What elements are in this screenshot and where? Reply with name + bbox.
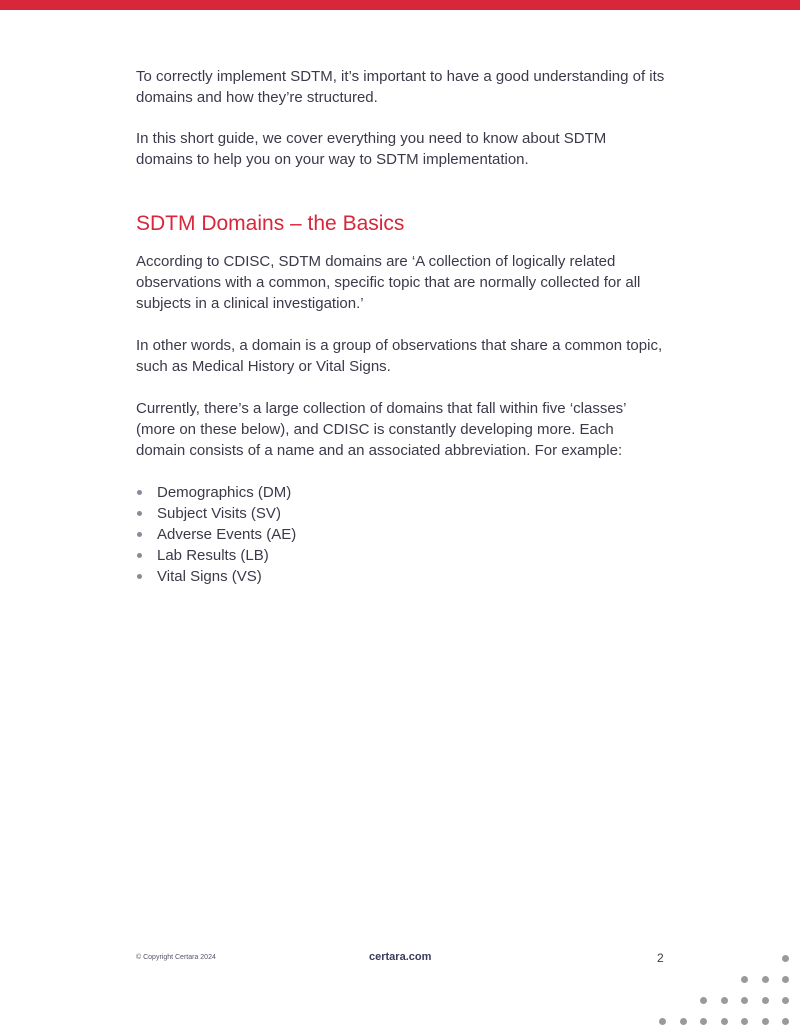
- list-item: [136, 482, 666, 503]
- section-paragraph-3: Currently, there’s a large collection of domains that fall within five ‘classes’ (more on these below), and CDISC is constantly developing more. Each domain consists of a name and an associated abbreviation. For example:: [136, 400, 626, 459]
- dot-icon: [721, 1018, 728, 1025]
- dot-icon: [721, 997, 728, 1004]
- list-item: [136, 524, 666, 545]
- bullet-icon: [137, 490, 142, 495]
- page-number: 2: [657, 951, 664, 965]
- list-item-label: Demographics (DM): [157, 484, 292, 501]
- dot-icon: [762, 997, 769, 1004]
- footer-copyright: © Copyright Certara 2024: [136, 954, 216, 961]
- list-item: [136, 503, 666, 524]
- dot-icon: [700, 997, 707, 1004]
- dot-icon: [762, 1018, 769, 1025]
- dot-icon: [680, 1018, 687, 1025]
- page-content: [136, 66, 666, 587]
- dot-icon: [741, 1018, 748, 1025]
- dot-icon: [659, 1018, 666, 1025]
- dot-icon: [700, 1018, 707, 1025]
- list-item: [136, 566, 666, 587]
- dot-icon: [782, 1018, 789, 1025]
- dot-icon: [782, 976, 789, 983]
- decorative-dot-pattern: [640, 940, 800, 1035]
- dot-icon: [762, 976, 769, 983]
- list-item-label: Lab Results (LB): [157, 547, 269, 564]
- list-item: [136, 545, 666, 566]
- dot-icon: [741, 997, 748, 1004]
- intro-paragraph-1: To correctly implement SDTM, it’s important to have a good understanding of its domains and how they’re structured.: [136, 68, 665, 106]
- footer-website-link[interactable]: certara.com: [369, 951, 432, 963]
- bullet-icon: [137, 574, 142, 579]
- section-paragraph-2: In other words, a domain is a group of observations that share a common topic, such as Medical History or Vital Signs.: [136, 337, 663, 375]
- dot-icon: [782, 997, 789, 1004]
- bullet-icon: [137, 511, 142, 516]
- dot-icon: [782, 955, 789, 962]
- bullet-icon: [137, 553, 142, 558]
- top-accent-bar: [0, 0, 800, 10]
- section-paragraph-1: According to CDISC, SDTM domains are ‘A collection of logically related observations with a common, specific topic that are normally collected for all subjects in a clinical investigation.’: [136, 253, 641, 312]
- list-item-label: Adverse Events (AE): [157, 526, 297, 543]
- dot-icon: [741, 976, 748, 983]
- bullet-icon: [137, 532, 142, 537]
- section-heading: SDTM Domains – the Basics: [136, 212, 405, 235]
- list-item-label: Vital Signs (VS): [157, 568, 262, 585]
- list-item-label: Subject Visits (SV): [157, 505, 281, 522]
- intro-paragraph-2: In this short guide, we cover everything you need to know about SDTM domains to help you on your way to SDTM implementation.: [136, 130, 607, 168]
- domain-examples-list: [136, 482, 666, 587]
